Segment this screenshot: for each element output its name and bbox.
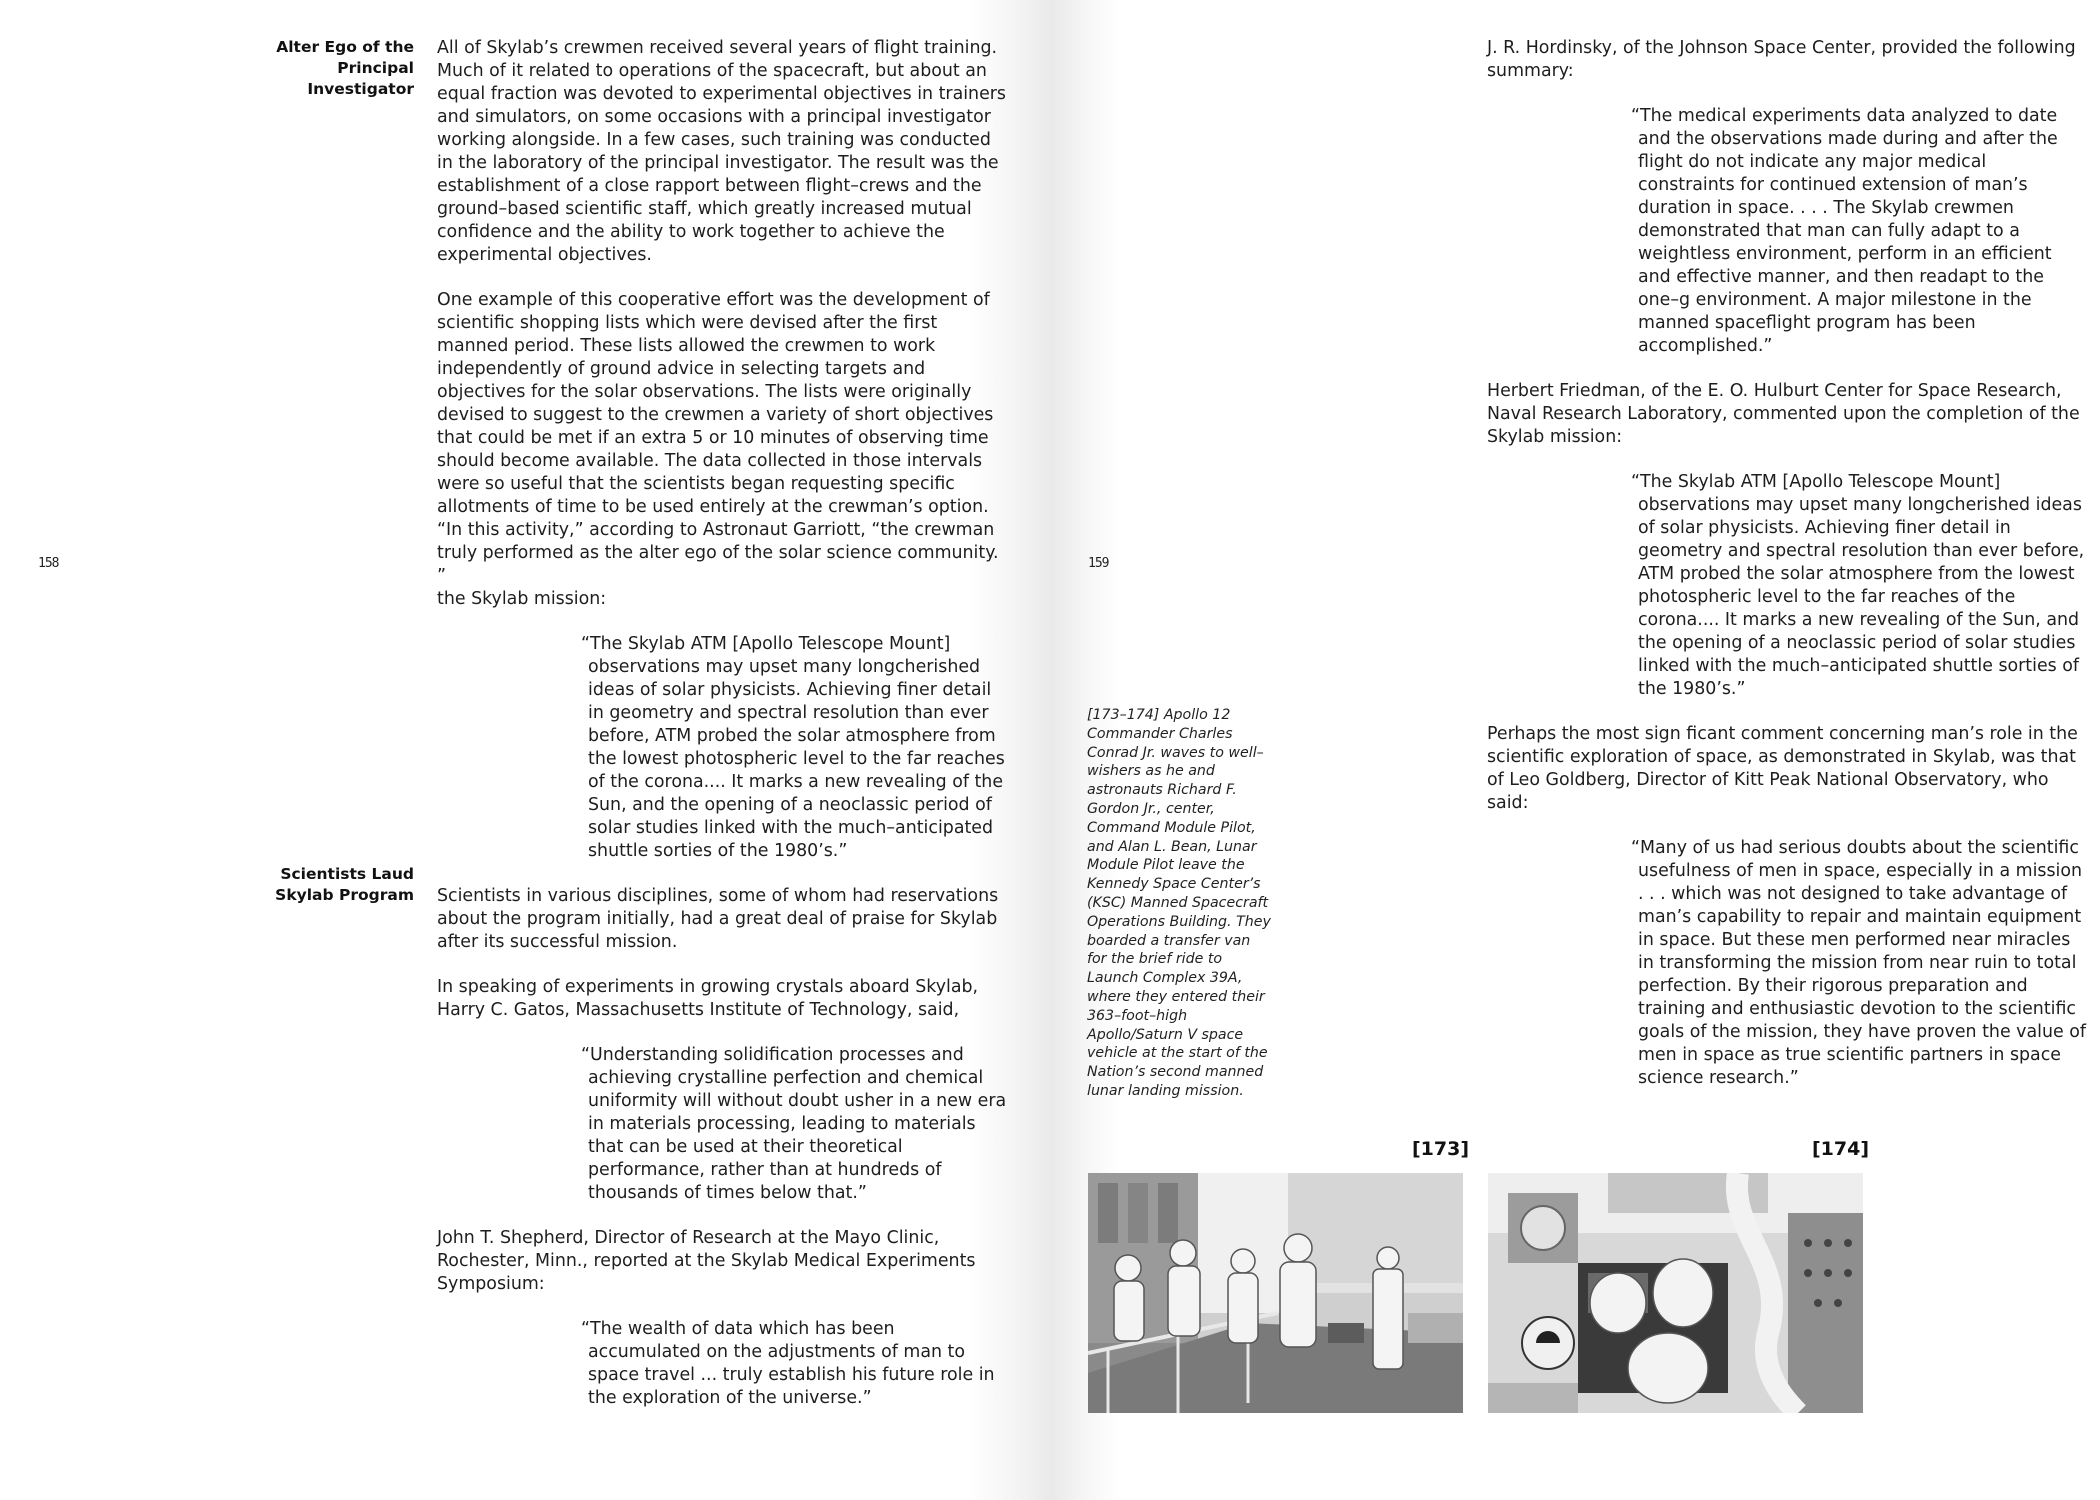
block-quote xyxy=(1631,471,2087,701)
block-quote xyxy=(581,1318,1012,1410)
left-body-column xyxy=(437,37,1012,1410)
block-quote xyxy=(1631,837,2087,1090)
photo-174-crew-boarding xyxy=(1488,1173,1863,1413)
paragraph: J. R. Hordinsky, of the Johnson Space Center, provided the following summary: xyxy=(1487,38,2076,81)
paragraph: John T. Shepherd, Director of Research at the Mayo Clinic, Rochester, Minn., reported at the Skylab Medical Experiments Symposium: xyxy=(437,1228,976,1294)
paragraph: Perhaps the most sign ficant comment concerning man’s role in the scientific exploration of space, as demonstrated in Skylab, was that of Leo Goldberg, Director of Kitt Peak National Observatory, who said: xyxy=(1487,724,2078,813)
figure-caption: [173–174] Apollo 12 Commander Charles Conrad Jr. waves to well–wishers as he and astronauts Richard F. Gordon Jr., center, Command Module Pilot, and Alan L. Bean, Lunar Module Pilot leave the Kennedy Space Center’s (KSC) Manned Spacecraft Operations Building. They boarded a transfer van for the brief ride to Launch Complex 39A, where they entered their 363–foot–high Apollo/Saturn V space vehicle at the start of the Nation’s second manned lunar landing mission. xyxy=(1087,707,1271,1099)
block-quote xyxy=(1631,105,2087,358)
right-page xyxy=(1050,0,2100,1500)
block-quote xyxy=(581,633,1012,863)
page-number: 158 xyxy=(38,556,59,571)
figure-label-173: [173] xyxy=(1412,1138,1470,1160)
photo-173-astronauts-walkout xyxy=(1088,1173,1463,1413)
quote-text: “Many of us had serious doubts about the scientific usefulness of men in space, especially in a mission . . . which was not designed to take advantage of man’s capability to repair and maintain equipment in space. But these men performed near miracles in transforming the mission from near ruin to total perfection. By their rigorous preparation and training and enthusiastic devotion to the scientific goals of the mission, they have proven the value of men in space as true scientific partners in space science research.” xyxy=(1631,838,2086,1088)
quote-text: “The Skylab ATM [Apollo Telescope Mount] observations may upset many longcherished ideas of solar physicists. Achieving finer detail in geometry and spectral resolution than ever before, ATM probed the solar atmosphere from the lowest photospheric level to the far reaches of the corona.... It marks a new revealing of the Sun, and the opening of a neoclassic period of solar studies linked with the much–anticipated shuttle sorties of the 1980’s.” xyxy=(1631,472,2085,699)
paragraph: One example of this cooperative effort was the development of scientific shopping lists which were devised after the first manned period. These lists allowed the crewmen to work independently of ground advice in selecting targets and objectives for the solar observations. The lists were originally devised to suggest to the crewmen a variety of short objectives that could be met if an extra 5 or 10 minutes of observing time should become available. The data collected in those intervals were so useful that the scientists began requesting specific allotments of time to be used entirely at the crewman’s option. “In this activity,” according to Astronaut Garriott, “the crewman truly performed as the alter ego of the solar science community. ” xyxy=(437,290,999,586)
paragraph: All of Skylab’s crewmen received several years of flight training. Much of it related to operations of the spacecraft, but about an equal fraction was devoted to experimental objectives in trainers and simulators, on some occasions with a principal investigator working alongside. In a few cases, such training was conducted in the laboratory of the principal investigator. The result was the establishment of a close rapport between flight–crews and the ground–based scientific staff, which greatly increased mutual confidence and the ability to work together to achieve the experimental objectives. xyxy=(437,38,1006,265)
quote-text: “The Skylab ATM [Apollo Telescope Mount] observations may upset many longcherished ideas of solar physicists. Achieving finer detail in geometry and spectral resolution than ever before, ATM probed the solar atmosphere from the lowest photospheric level to the far reaches of the corona.... It marks a new revealing of the Sun, and the opening of a neoclassic period of solar studies linked with the much–anticipated shuttle sorties of the 1980’s.” xyxy=(581,634,1005,861)
page-number: 159 xyxy=(1088,556,1109,571)
right-body-column xyxy=(1487,37,2087,1090)
figure-label-174: [174] xyxy=(1812,1138,1870,1160)
quote-text: “The wealth of data which has been accumulated on the adjustments of man to space travel ... truly establish his future role in the exploration of the universe.” xyxy=(581,1319,995,1408)
paragraph: Scientists in various disciplines, some of whom had reservations about the program initially, had a great deal of praise for Skylab after its successful mission. xyxy=(437,886,999,952)
block-quote xyxy=(581,1044,1012,1205)
quote-text: “Understanding solidification processes and achieving crystalline perfection and chemical uniformity will without doubt usher in a new era in materials processing, leading to materials that can be used at their theoretical performance, rather than at hundreds of thousands of times below that.” xyxy=(581,1045,1007,1203)
sidehead-alter-ego: Alter Ego of the Principal Investigator xyxy=(276,38,414,98)
paragraph: Herbert Friedman, of the E. O. Hulburt Center for Space Research, Naval Research Laboratory, commented upon the completion of the Skylab mission: xyxy=(1487,381,2080,447)
paragraph: In speaking of experiments in growing crystals aboard Skylab, Harry C. Gatos, Massachusetts Institute of Technology, said, xyxy=(437,977,979,1020)
paragraph: the Skylab mission: xyxy=(437,589,607,609)
quote-text: “The medical experiments data analyzed to date and the observations made during and after the flight do not indicate any major medical constraints for continued extension of man’s duration in space. . . . The Skylab crewmen demonstrated that man can fully adapt to a weightless environment, perform in an efficient and effective manner, and then readapt to the one–g environment. A major milestone in the manned spaceflight program has been accomplished.” xyxy=(1631,106,2058,356)
sidehead-scientists-laud: Scientists Laud Skylab Program xyxy=(275,865,414,904)
